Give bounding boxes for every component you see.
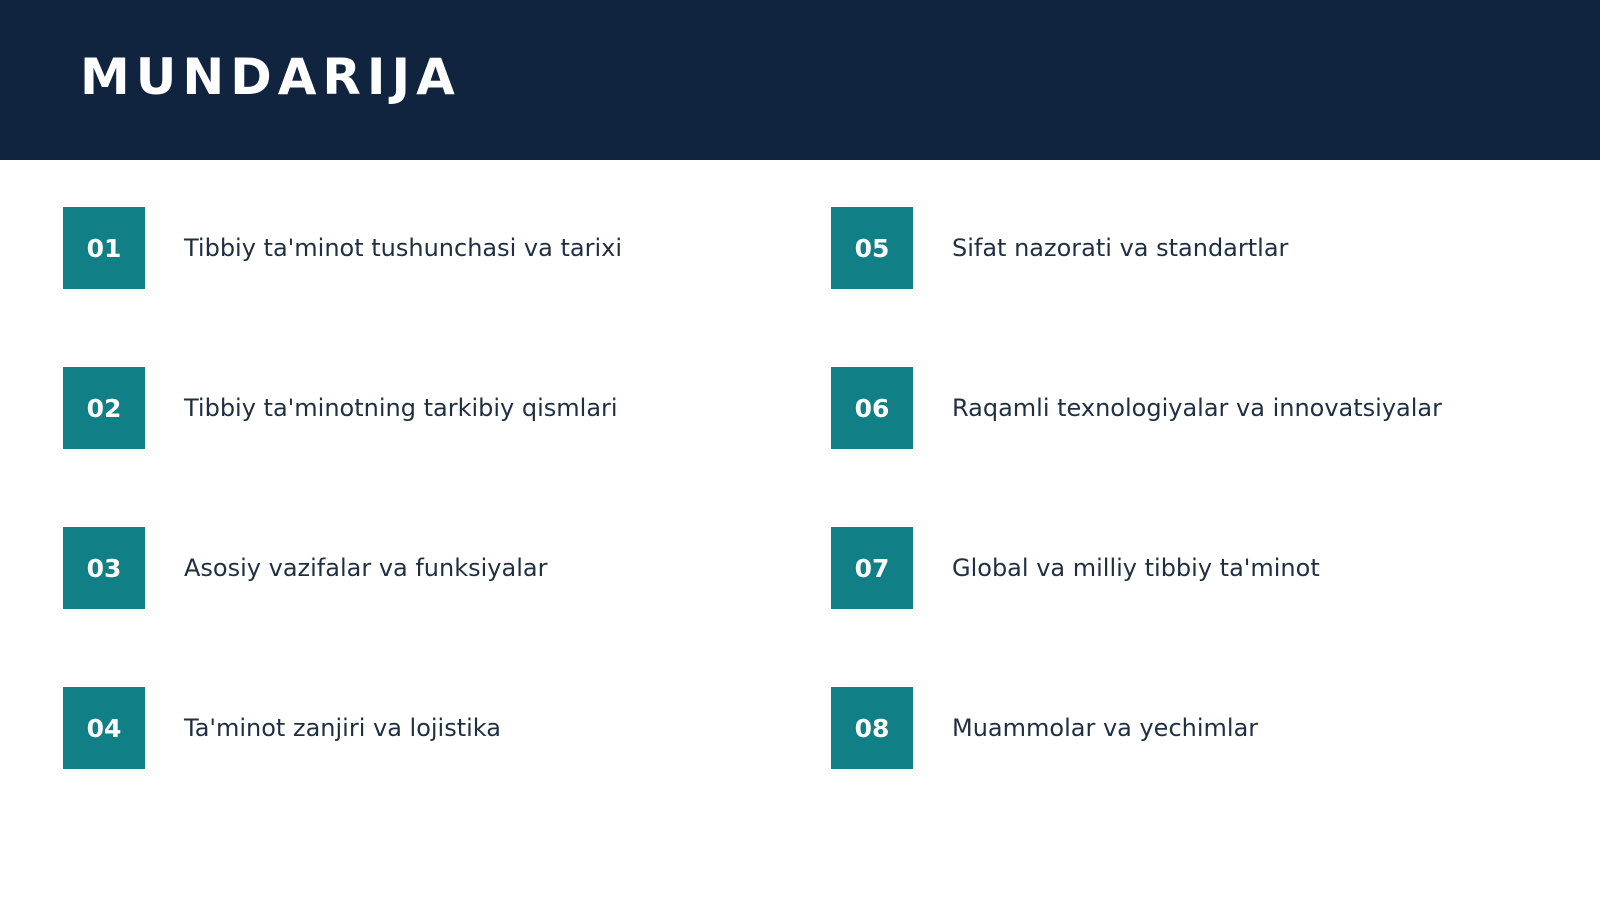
number-badge — [63, 527, 145, 609]
number-badge — [831, 527, 913, 609]
number-badge — [831, 367, 913, 449]
number-badge — [63, 687, 145, 769]
number-badge-text: 02 — [86, 393, 122, 423]
number-badge-text: 04 — [86, 713, 122, 743]
toc-item-label: Muammolar va yechimlar — [952, 714, 1259, 742]
number-badge-text: 01 — [86, 233, 122, 263]
toc-item-label: Asosiy vazifalar va funksiyalar — [184, 554, 548, 582]
toc-item-05 — [831, 207, 1288, 289]
number-badge — [831, 687, 913, 769]
number-badge-text: 05 — [854, 233, 890, 263]
toc-item-06 — [831, 367, 1442, 449]
toc-item-04 — [63, 687, 501, 769]
number-badge — [831, 207, 913, 289]
number-badge-text: 07 — [854, 553, 890, 583]
toc-item-label: Tibbiy ta'minotning tarkibiy qismlari — [184, 394, 618, 422]
toc-item-label: Tibbiy ta'minot tushunchasi va tarixi — [184, 234, 622, 262]
toc-item-03 — [63, 527, 547, 609]
toc-item-01 — [63, 207, 622, 289]
number-badge-text: 08 — [854, 713, 890, 743]
toc-item-label: Raqamli texnologiyalar va innovatsiyalar — [952, 394, 1442, 422]
number-badge — [63, 367, 145, 449]
page-title: MUNDARIJA — [80, 48, 461, 106]
toc-item-08 — [831, 687, 1258, 769]
toc-item-label: Ta'minot zanjiri va lojistika — [184, 714, 501, 742]
toc-item-label: Global va milliy tibbiy ta'minot — [952, 554, 1320, 582]
number-badge-text: 03 — [86, 553, 122, 583]
toc-item-02 — [63, 367, 618, 449]
toc-item-label: Sifat nazorati va standartlar — [952, 234, 1289, 262]
number-badge-text: 06 — [854, 393, 890, 423]
number-badge — [63, 207, 145, 289]
toc-item-07 — [831, 527, 1320, 609]
